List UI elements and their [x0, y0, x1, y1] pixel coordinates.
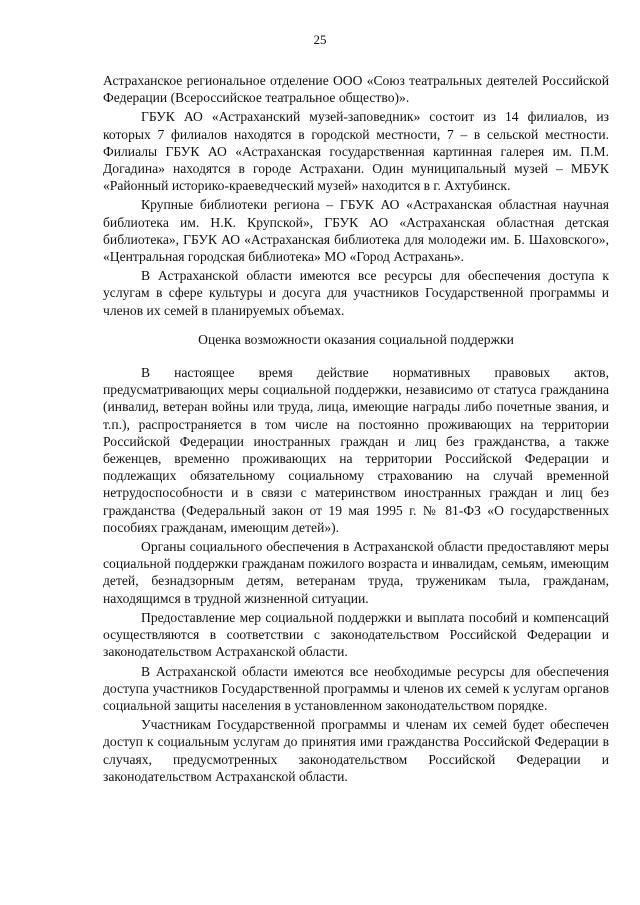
- paragraph-normative-acts: В настоящее время действие нормативных правовых актов, предусматривающих меры социальной поддержки, независимо от статуса гражданина (инвалид, ветеран войны или труда, лица, имеющие награды либо почетные звания, и т.п.), распространяется в том числе на постоянно проживающих на территории Российской Федерации иностранных граждан и лиц без гражданства, а также беженцев, временно проживающих на территории Российской Федерации и подлежащих обязательному социальному страхованию на случай временной нетрудоспособности и в связи с материнством иностранных граждан и лиц без гражданства (Федеральный закон от 19 мая 1995 г. № 81-ФЗ «О государственных пособиях гражданам, имеющим детей»).: [103, 365, 609, 535]
- paragraph-libraries: Крупные библиотеки региона – ГБУК АО «Астраханская областная научная библиотека им. Н.К. Крупской», ГБУК АО «Астраханская областная детская библиотека», ГБУК АО «Астраханская библиотека для молодежи им. Б. Шаховского», «Центральная городская библиотека» МО «Город Астрахань».: [103, 197, 609, 265]
- paragraph-culture-resources: В Астраханской области имеются все ресурсы для обеспечения доступа к услугам в сфере культуры и досуга для участников Государственной программы и членов их семей в планируемых объемах.: [103, 268, 609, 318]
- section-heading-social-support: Оценка возможности оказания социальной поддержки: [198, 331, 514, 347]
- paragraph-social-security-bodies: Органы социального обеспечения в Астраханской области предоставляют меры социальной поддержки гражданам пожилого возраста и инвалидам, семьям, имеющим детей, безнадзорным детям, ветеранам труда, труженикам тыла, гражданам, находящимся в трудной жизненной ситуации.: [103, 539, 609, 606]
- paragraph-access-to-services: Участникам Государственной программы и членам их семей будет обеспечен доступ к социальным услугам до принятия ими гражданства Российской Федерации в случаях, предусмотренных законодательством Российской Федерации и законодательством Астраханской области.: [103, 717, 609, 784]
- document-body: [103, 72, 609, 787]
- paragraph-benefits-payments: Предоставление мер социальной поддержки и выплата пособий и компенсаций осуществляются в соответствии с законодательством Российской Федерации и законодательством Астраханской области.: [103, 609, 609, 660]
- page-number: 25: [313, 32, 327, 47]
- paragraph-museum-reserve: ГБУК АО «Астраханский музей-заповедник» состоит из 14 филиалов, из которых 7 филиалов находятся в городской местности, 7 – в сельской местности. Филиалы ГБУК АО «Астраханская государственная картинная галерея им. П.М. Догадина» находятся в городе Астрахани. Один муниципальный музей – МБУК «Районный историко-краеведческий музей» находится в г. Ахтубинск.: [103, 109, 609, 194]
- paragraph-social-protection-resources: В Астраханской области имеются все необходимые ресурсы для обеспечения доступа участников Государственной программы и членов их семей к услугам органов социальной защиты населения в установленном законодательством порядке.: [103, 663, 609, 713]
- paragraph-theatre-society: Астраханское региональное отделение ООО «Союз театральных деятелей Российской Федерации (Всероссийское театральное общество)».: [103, 73, 609, 106]
